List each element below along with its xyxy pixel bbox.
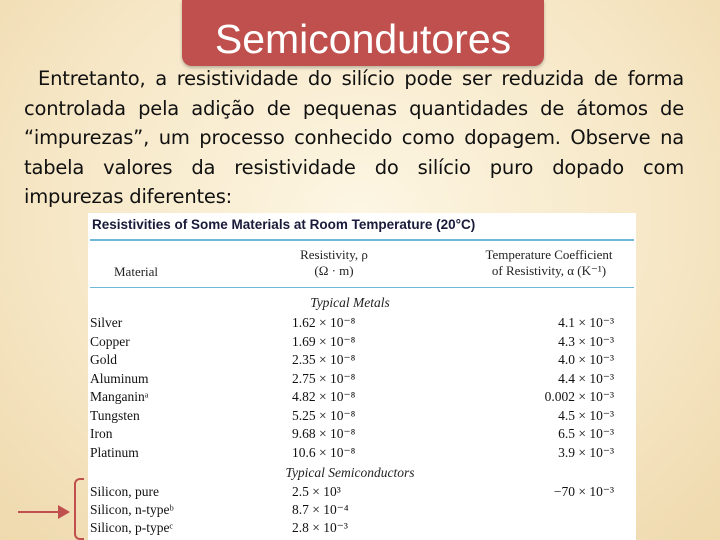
cell-resistivity: 2.5 × 10³ — [292, 484, 341, 499]
cell-material: Copper — [90, 334, 130, 349]
body-paragraph — [24, 64, 684, 212]
cell-material: Manganinᵃ — [90, 389, 149, 404]
section-typical-semiconductors: Typical Semiconductors — [285, 465, 415, 480]
header-coef-line1: Temperature Coefficient — [485, 247, 613, 262]
cell-coef: 3.9 × 10⁻³ — [558, 445, 614, 460]
header-resistivity-line2: (Ω · m) — [314, 263, 354, 278]
cell-resistivity: 1.69 × 10⁻⁸ — [292, 334, 356, 349]
cell-resistivity: 2.75 × 10⁻⁸ — [292, 371, 356, 386]
slide-title-box — [182, 0, 544, 66]
header-temp-coef — [470, 247, 628, 279]
slide-title: Semicondutores — [214, 15, 512, 62]
header-resistivity-line1: Resistivity, ρ — [300, 247, 368, 262]
cell-material: Silicon, n-typeᵇ — [90, 502, 174, 517]
cell-material: Platinum — [90, 445, 139, 460]
cell-coef: 6.5 × 10⁻³ — [558, 426, 614, 441]
cell-resistivity: 4.82 × 10⁻⁸ — [292, 389, 356, 404]
cell-coef: 4.3 × 10⁻³ — [558, 334, 614, 349]
header-resistivity — [284, 247, 384, 279]
cell-coef: 0.002 × 10⁻³ — [544, 389, 614, 404]
arrow-right-icon — [58, 505, 70, 519]
table-row — [88, 389, 636, 407]
cell-coef: 4.1 × 10⁻³ — [558, 315, 614, 330]
table-row — [88, 408, 636, 426]
header-rule — [90, 287, 634, 288]
table-row — [88, 520, 636, 538]
table-row — [88, 484, 636, 502]
table-row — [88, 502, 636, 520]
cell-material: Iron — [90, 426, 113, 441]
cell-material: Aluminum — [90, 371, 149, 386]
resistivity-table — [88, 213, 636, 540]
cell-coef: 4.4 × 10⁻³ — [558, 371, 614, 386]
section-typical-metals: Typical Metals — [310, 295, 390, 310]
cell-material: Gold — [90, 352, 117, 367]
cell-coef: −70 × 10⁻³ — [553, 484, 614, 499]
cell-resistivity: 8.7 × 10⁻⁴ — [292, 502, 349, 517]
cell-material: Tungsten — [90, 408, 140, 423]
table-row — [88, 352, 636, 370]
cell-material: Silicon, pure — [90, 484, 159, 499]
body-text: Entretanto, a resistividade do silício pode ser reduzida de forma controlada pela adição de pequenas quantidades de átomos de “impurezas”, um processo conhecido como dopagem. Observe na tabela valores da resistividade do silício puro dopado com impurezas diferentes: — [24, 67, 684, 208]
table-top-rule — [90, 239, 634, 241]
cell-resistivity: 1.62 × 10⁻⁸ — [292, 315, 356, 330]
cell-material: Silicon, p-typeᶜ — [90, 520, 173, 535]
table-row — [88, 371, 636, 389]
cell-coef: 4.5 × 10⁻³ — [558, 408, 614, 423]
table-row — [88, 334, 636, 352]
header-coef-line2: of Resistivity, α (K⁻¹) — [491, 263, 607, 278]
cell-resistivity: 2.35 × 10⁻⁸ — [292, 352, 356, 367]
cell-resistivity: 10.6 × 10⁻⁸ — [292, 445, 356, 460]
cell-resistivity: 2.8 × 10⁻³ — [292, 520, 348, 535]
header-material: Material — [114, 264, 159, 279]
cell-coef: 4.0 × 10⁻³ — [558, 352, 614, 367]
left-bracket-icon — [74, 478, 84, 540]
cell-resistivity: 5.25 × 10⁻⁸ — [292, 408, 356, 423]
table-title: Resistivities of Some Materials at Room Temperature (20°C) — [92, 217, 476, 232]
cell-resistivity: 9.68 × 10⁻⁸ — [292, 426, 356, 441]
table-row — [88, 426, 636, 444]
table-row — [88, 445, 636, 463]
table-row — [88, 315, 636, 333]
cell-material: Silver — [90, 315, 123, 330]
